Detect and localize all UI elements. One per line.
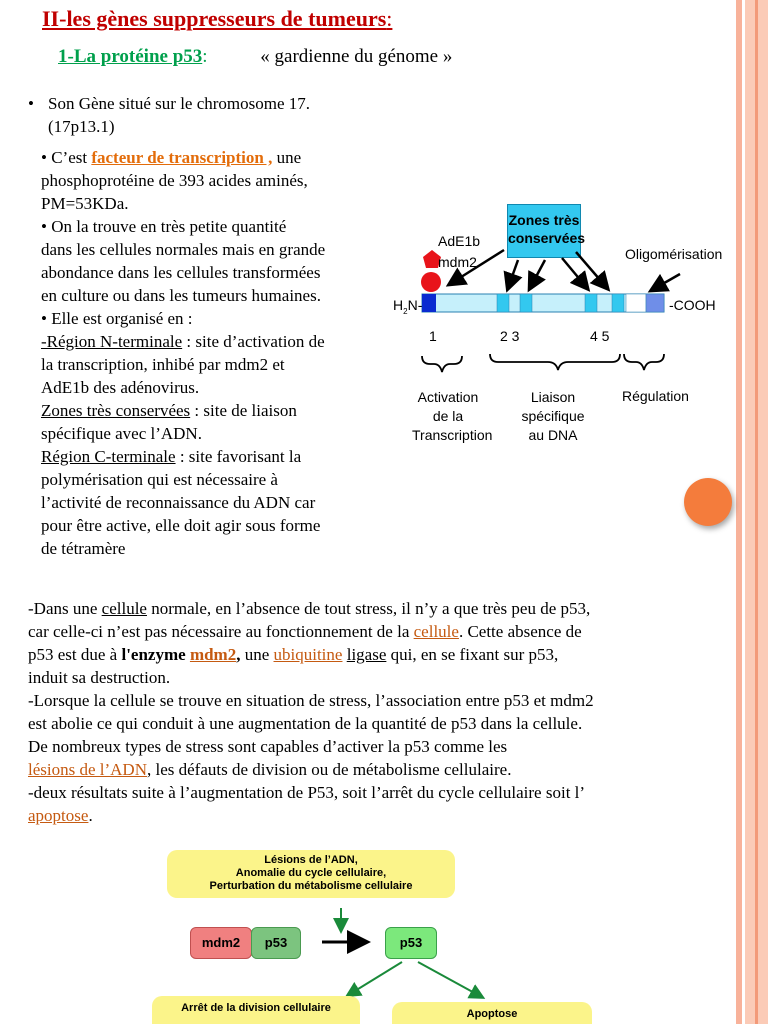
subtitle-guardian: « gardienne du génome » — [260, 46, 453, 67]
mdm2-box: mdm2 — [190, 927, 252, 959]
domain-2 — [497, 294, 509, 312]
label-pos-2-3: 2 3 — [500, 328, 520, 344]
page-title: II-les gènes suppresseurs de tumeurs: — [42, 6, 393, 31]
link-ubiquitine[interactable]: ubiquitine — [273, 645, 343, 664]
oligo-domain — [626, 294, 646, 312]
label-oligomerisation: Oligomérisation — [625, 246, 723, 262]
mdm2-circle — [421, 272, 441, 292]
link-lesions-adn[interactable]: lésions de l’ADN — [28, 760, 147, 779]
decorative-circle — [684, 478, 732, 526]
section-subtitle: 1-La protéine p53: « gardienne du génome » — [58, 46, 453, 67]
link-cellule-1[interactable]: cellule — [101, 599, 147, 618]
bullet-gene-location: • Son Gène situé sur le chromosome 17. (17p13.1) — [28, 94, 311, 136]
stress-box: Lésions de l’ADN, Anomalie du cycle cellulaire, Perturbation du métabolisme cellulaire — [167, 850, 455, 898]
domain-4 — [585, 294, 597, 312]
body-paragraph: -Dans une cellule normale, en l’absence de tout stress, il n’y a que très peu de p53, car celle-ci n’est pas nécessaire au fonctionnement de la cellule. Cette absence de p53 est due à l'enzyme mdm2, une ubiquitine ligase qui, en se fixant sur p53, induit sa destruction. -Lorsque la cellule se trouve en situation de stress, l’association entre p53 et mdm2 est abolie ce qui conduit à une augmentation de la quantité de p53 dans la cellule. De nombreux types de stress sont capables d’activer la p53 comme les lésions de l’ADN, les défauts de division ou de métabolisme cellulaire. -deux résultats suite à l’augmentation de P53, soit l’arrêt du cycle cellulaire soit l’ apoptose. — [28, 599, 594, 825]
label-mdm2: mdm2 — [438, 254, 477, 270]
subtitle-label: 1-La protéine p53 — [58, 46, 203, 67]
p53-complex-box: p53 — [251, 927, 301, 959]
domain-1 — [422, 294, 436, 312]
link-cellule-2[interactable]: cellule — [413, 622, 459, 641]
label-pos-1: 1 — [429, 328, 437, 344]
link-facteur-transcription[interactable]: facteur de transcription , — [91, 148, 273, 167]
apoptose-box: Apoptose — [392, 1002, 592, 1024]
link-ligase[interactable]: ligase — [346, 645, 387, 664]
p53-free-box: p53 — [385, 927, 437, 959]
zones-conservees-box: Zones très conservées — [507, 204, 581, 258]
domain-5 — [612, 294, 624, 312]
label-liaison: Liaison spécifique au DNA — [521, 389, 585, 443]
label-ade1b: AdE1b — [438, 233, 481, 249]
protein-description: • C’est facteur de transcription , une phosphoprotéine de 393 acides aminés, PM=53KDa. • On la trouve en très petite quantité dans les cellules normales mais en grande abondance dans les cellules transformées en culture ou dans les tumeurs humaines. • Elle est organisé en : -Région N-terminale : site d’activation de la transcription, inhibé par mdm2 et AdE1b des adénovirus. Zones très conservées : site de liaison spécifique avec l’ADN. Région C-terminale : site favorisant la polymérisation qui est nécessaire à l’activité de reconnaissance du ADN car pour être active, elle doit agir sous forme de tétramère — [41, 148, 326, 558]
link-mdm2[interactable]: mdm2 — [189, 645, 237, 664]
domain-3 — [520, 294, 532, 312]
side-stripe-accent — [755, 0, 758, 1024]
label-cooh: -COOH — [669, 297, 716, 313]
label-activation: Activation de la Transcription — [412, 389, 493, 443]
label-pos-4-5: 4 5 — [590, 328, 610, 344]
label-regulation: Régulation — [622, 388, 689, 404]
arret-box: Arrêt de la division cellulaire — [152, 996, 360, 1024]
c-domain — [646, 294, 664, 312]
label-hn: $H_2N-$ — [393, 297, 423, 316]
link-apoptose[interactable]: apoptose — [28, 806, 89, 825]
